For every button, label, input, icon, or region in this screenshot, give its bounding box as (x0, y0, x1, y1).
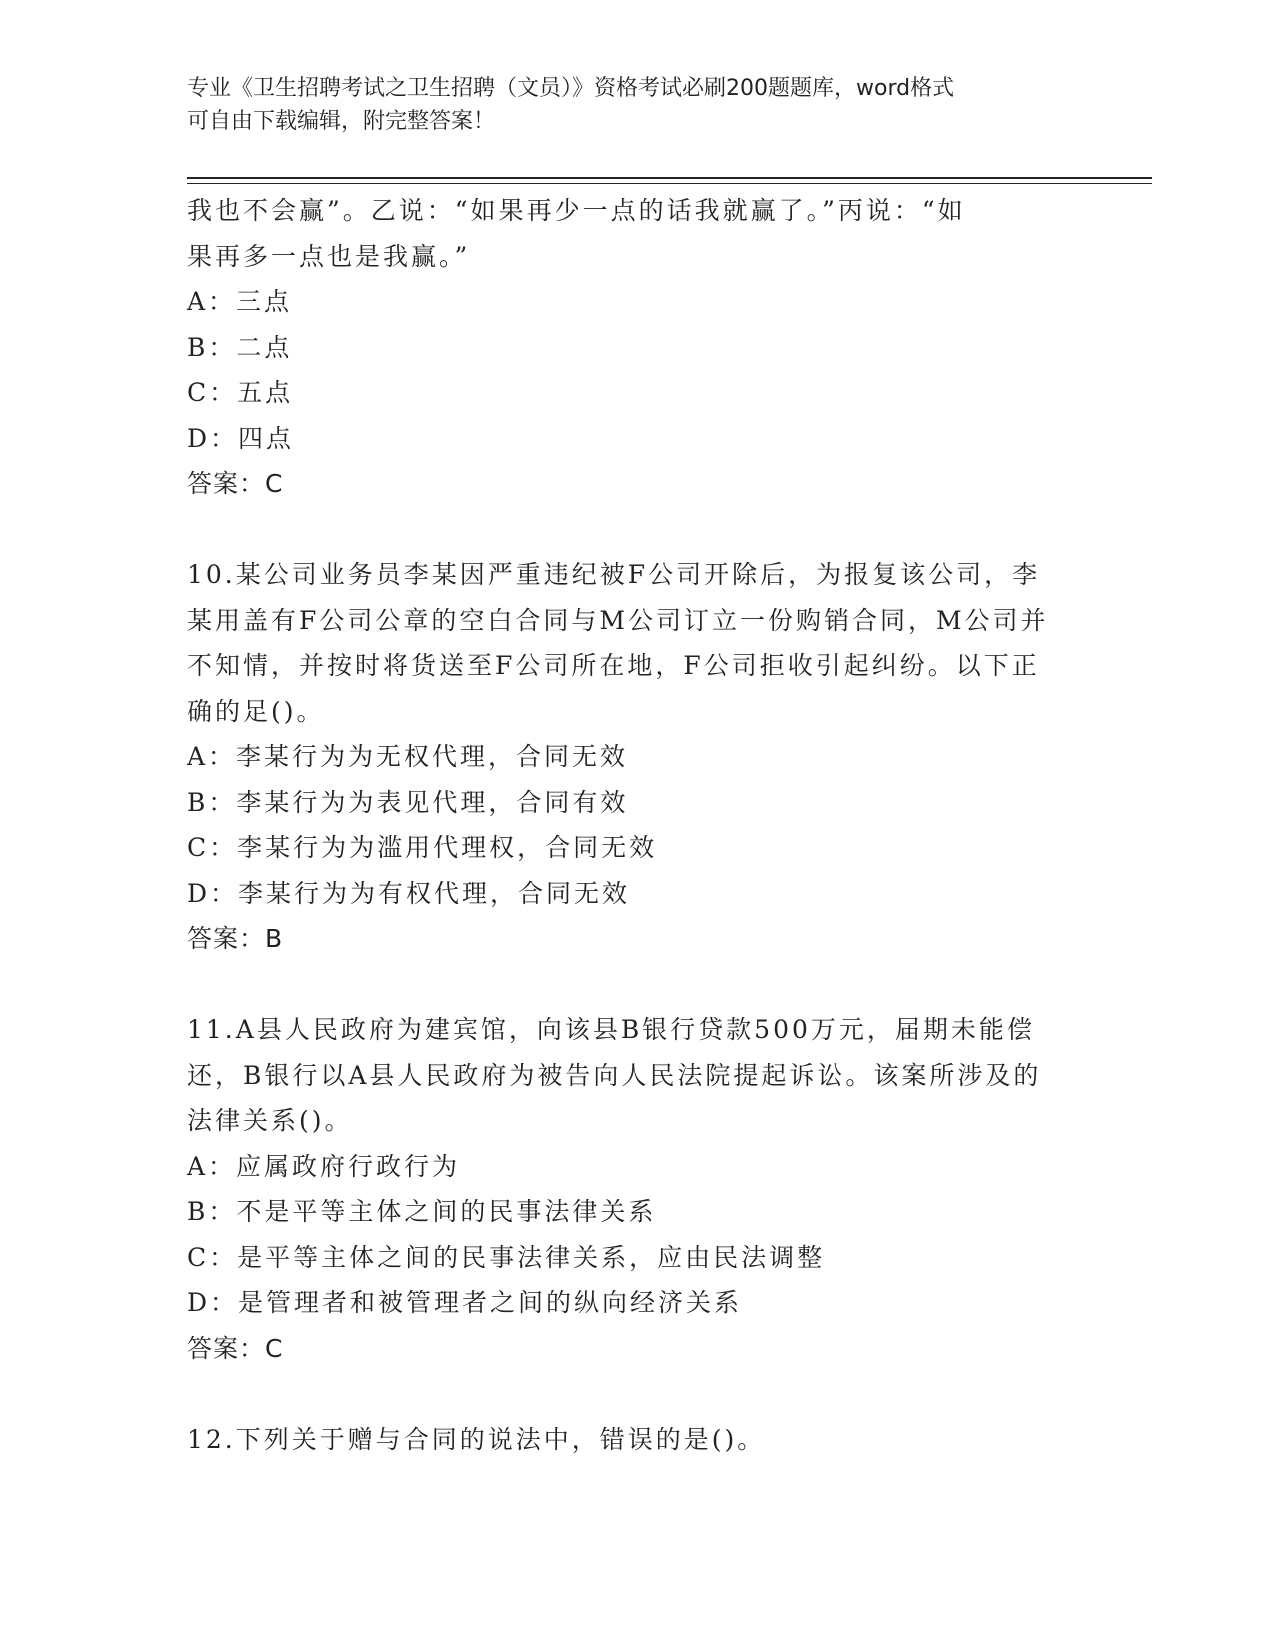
document-body (187, 188, 1087, 1462)
question-text-line: 10.某公司业务员李某因严重违纪被F公司开除后，为报复该公司，李 (187, 560, 1041, 589)
question-text-line: 果再多一点也是我赢。” (187, 241, 471, 271)
question-text-line: 某用盖有F公司公章的空白合同与M公司订立一份购销合同，M公司并 (187, 605, 1049, 635)
option-b: B：不是平等主体之间的民事法律关系 (187, 1197, 657, 1226)
header-line-1: 专业《卫生招聘考试之卫生招聘（文员）》资格考试必刷200题题库，word格式 (187, 76, 955, 101)
option-c: C：五点 (187, 378, 294, 407)
header-rule-thin (187, 183, 1152, 184)
option-b: B：二点 (187, 332, 293, 362)
question-text-line: 法律关系()。 (187, 1106, 353, 1135)
spacer (187, 1371, 1087, 1417)
question-text-line: 我也不会赢”。乙说：“如果再少一点的话我就赢了。”丙说：“如 (187, 196, 966, 225)
option-d: D：四点 (187, 423, 295, 453)
option-a: A：三点 (187, 287, 293, 316)
option-b: B：李某行为为表见代理，合同有效 (187, 787, 629, 817)
answer-line: 答案：C (187, 1333, 284, 1363)
question-9-continuation (187, 188, 1087, 507)
question-text-line: 12.下列关于赠与合同的说法中，错误的是()。 (187, 1424, 766, 1454)
option-d: D：是管理者和被管理者之间的纵向经济关系 (187, 1288, 743, 1317)
question-12 (187, 1417, 1087, 1463)
header-line-2: 可自由下载编辑，附完整答案！ (187, 109, 496, 134)
option-c: C：李某行为为滥用代理权，合同无效 (187, 833, 658, 862)
question-10 (187, 552, 1087, 962)
question-text-line: 不知情，并按时将货送至F公司所在地，F公司拒收引起纠纷。以下正 (187, 651, 1040, 680)
page-header (187, 72, 1067, 138)
question-text-line: 还，B银行以A县人民政府为被告向人民法院提起诉讼。该案所涉及的 (187, 1060, 1042, 1090)
answer-line: 答案：C (187, 469, 284, 498)
question-11 (187, 1007, 1087, 1371)
option-a: A：应属政府行政行为 (187, 1151, 461, 1181)
question-text-line: 11.A县人民政府为建宾馆，向该县B银行贷款500万元，届期未能偿 (187, 1015, 1035, 1044)
option-a: A：李某行为为无权代理，合同无效 (187, 742, 629, 771)
answer-line: 答案：B (187, 924, 284, 953)
spacer (187, 962, 1087, 1008)
question-text-line: 确的足()。 (187, 696, 325, 726)
option-c: C：是平等主体之间的民事法律关系，应由民法调整 (187, 1242, 826, 1272)
option-d: D：李某行为为有权代理，合同无效 (187, 878, 631, 908)
header-rule-thick (187, 177, 1152, 179)
spacer (187, 507, 1087, 553)
